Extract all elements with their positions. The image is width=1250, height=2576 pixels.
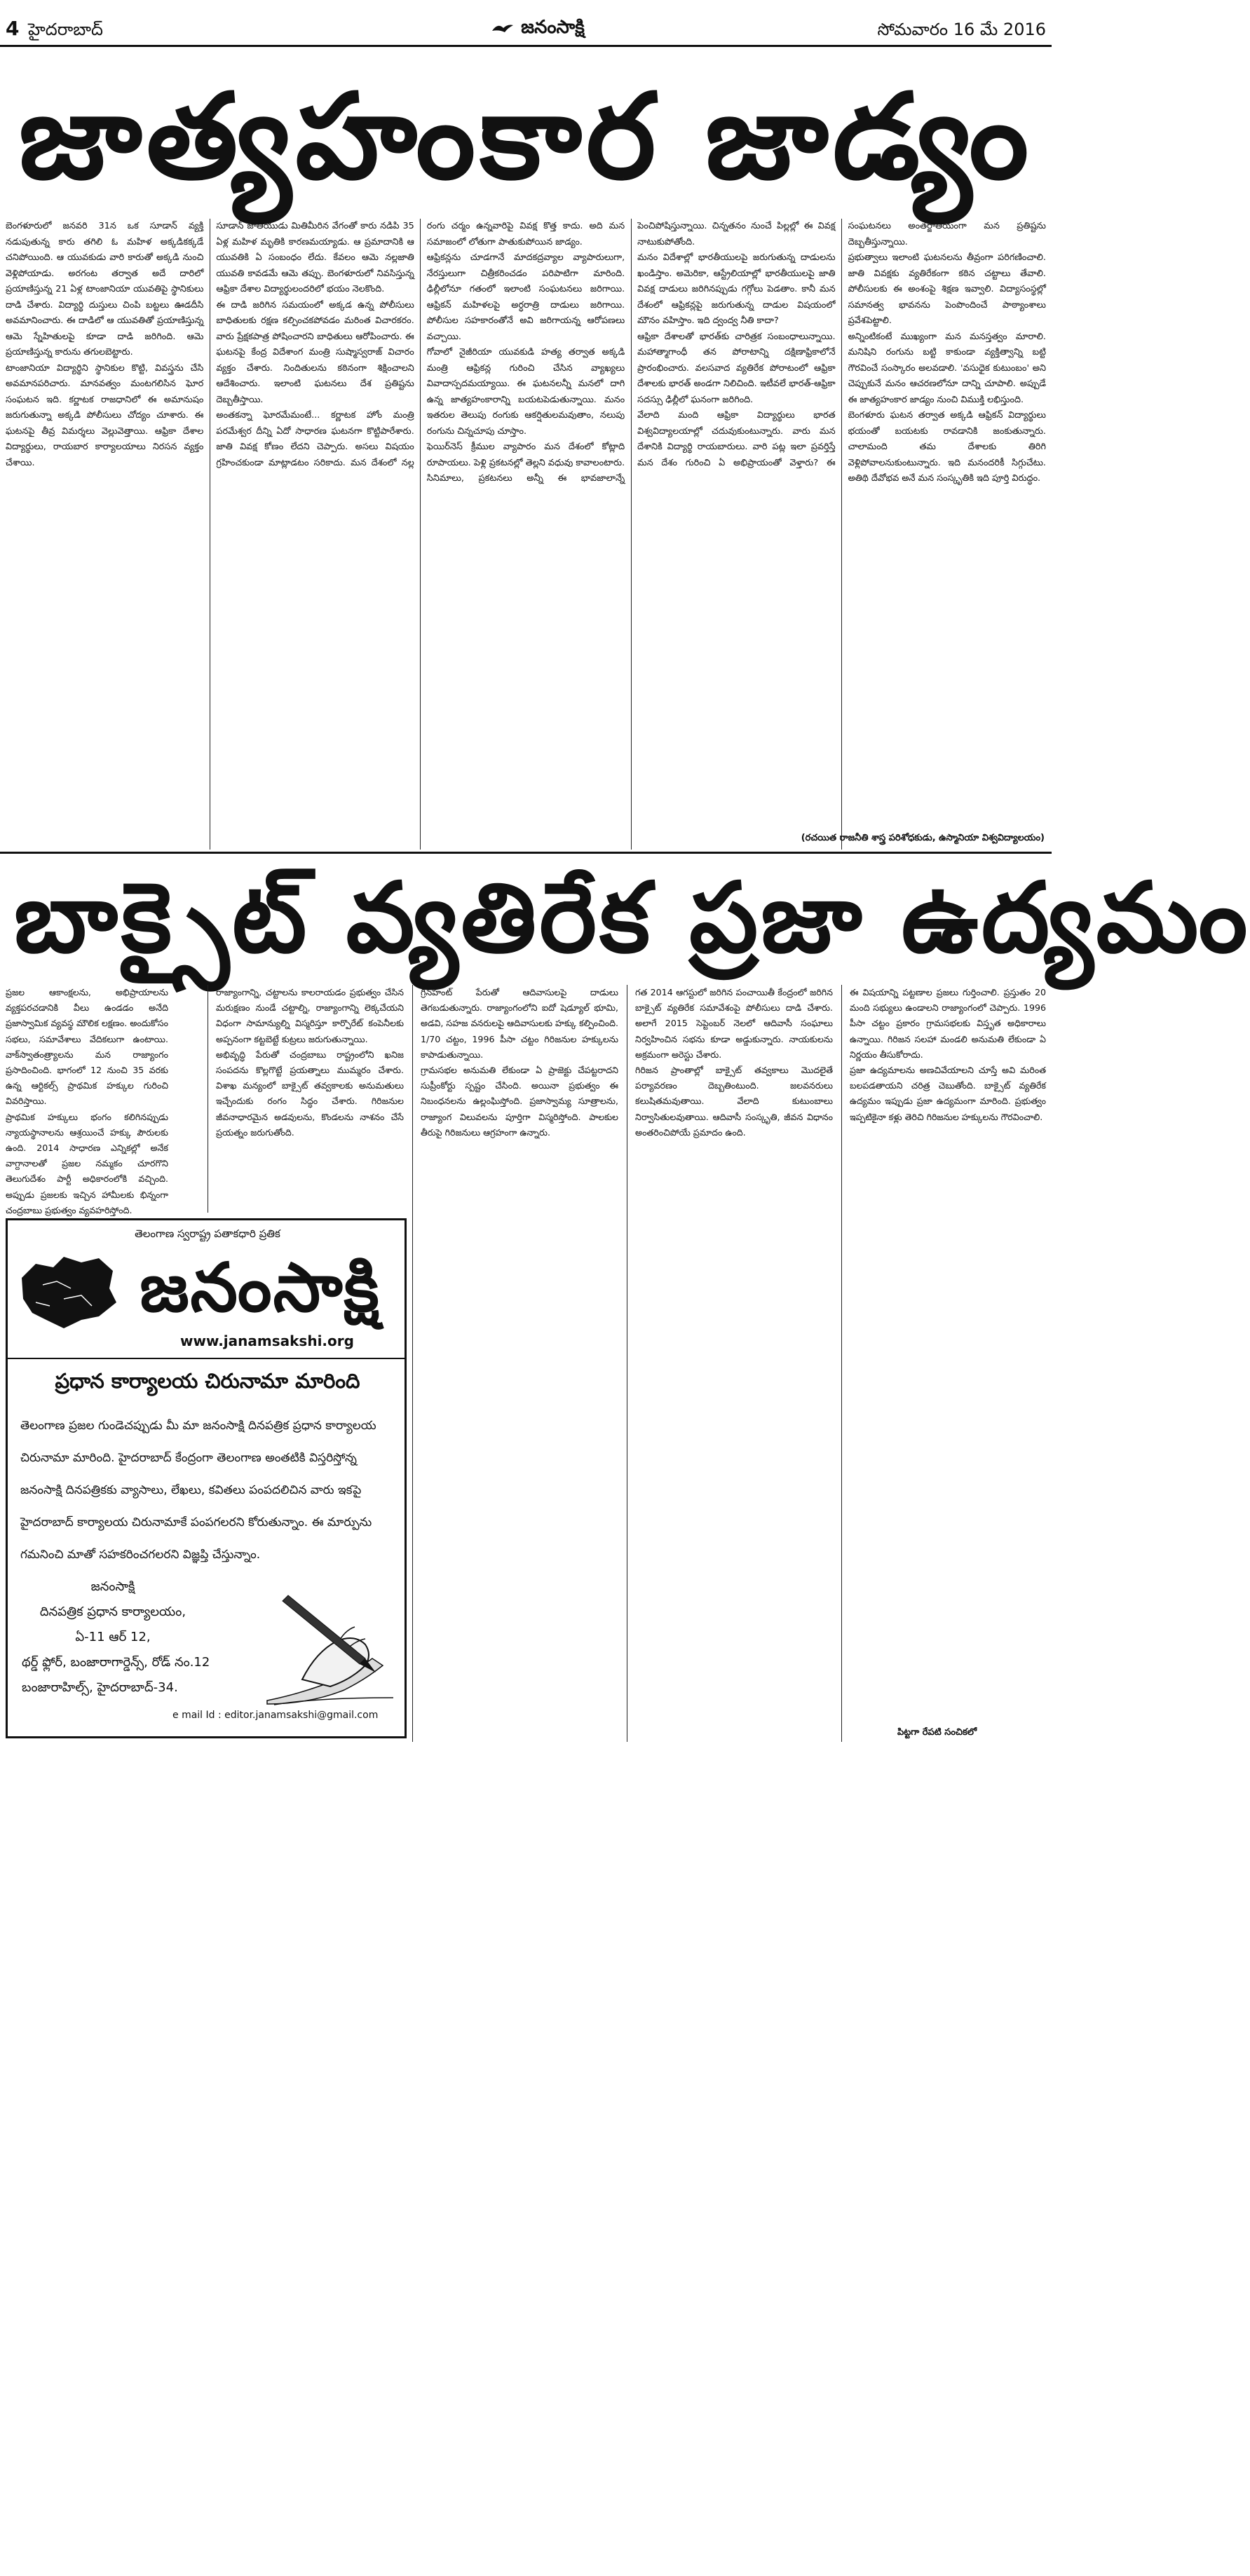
headline-secondary: బాక్సైట్ వ్యతిరేక ప్రజా ఉద్యమం: [14, 861, 1250, 974]
issue-date: సోమవారం 16 మే 2016: [877, 20, 1046, 39]
notice-line: చిరునామా మారింది. హైదరాబాద్ కేంద్రంగా తెలంగాణ అంతటికి విస్తరిస్తోన్న: [20, 1451, 357, 1465]
contact-email[interactable]: e mail Id : editor.janamsakshi@gmail.com: [172, 1710, 379, 1721]
masthead: [491, 17, 585, 42]
notice-line: తెలంగాణ ప్రజల గుండెచప్పుడు మీ మా జనంసాక్షి దినపత్రిక ప్రధాన కార్యాలయ: [20, 1419, 376, 1433]
page-header: [0, 13, 1052, 46]
address-area: బంజారాహిల్స్, హైదరాబాద్-34.: [22, 1680, 178, 1695]
notice-line: జనంసాక్షి దినపత్రికకు వ్యాసాలు, లేఖలు, కవితలు పంపదలిచిన వారు ఇకపై: [20, 1483, 362, 1497]
masthead-title: జనంసాక్షి: [521, 17, 585, 38]
article-2-column-5: [850, 985, 1046, 1714]
notice-line: గమనించి మాతో సహకరించగలరని విజ్ఞప్తి చేస్తున్నాం.: [20, 1548, 261, 1562]
article-paragraph: గోవాలో నైజీరియా యువకుడి హత్య తర్వాత అక్కడి మంత్రి ఆఫ్రికన్ల గురించి చేసిన వ్యాఖ్యలు వివాదాస్పదమయ్యాయి. ఈ ఘటనలన్నీ మనలో దాగి ఉన్న జాత్యహంకారాన్ని బయటపెడుతున్నాయి. మనం ఇతరుల తెలుపు రంగుకు ఆకర్షితులమవుతాం, నలుపు రంగును చిన్నచూపు చూస్తాం.: [426, 347, 625, 437]
article-paragraph: గత 2014 ఆగస్టులో జరిగిన పంచాయితీ కేంద్రంలో జరిగిన బాక్సైట్ వ్యతిరేక సమావేశంపై పోలీసులు దాడి చేశారు. అలాగే 2015 సెప్టెంబర్ నెలలో ఆదివాసీ సంఘాలు నిర్వహించిన సభను కూడా అడ్డుకున్నారు. నాయకులను అక్రమంగా అరెస్టు చేశారు.: [635, 987, 833, 1060]
notice-divider: [8, 1358, 405, 1359]
website-link[interactable]: www.janamsakshi.org: [180, 1333, 354, 1349]
article-paragraph: టాంజానియా విద్యార్థిని స్థానికుల కొట్టి, వివస్త్రను చేసి అవమానపరిచారు. మానవత్వం మంటగలిసిన ఘోర సంఘటన ఇది. కర్ణాటక రాజధానిలో ఈ అమానుషం జరుగుతున్నా అక్కడి పోలీసులు చోద్యం చూశారు. ఈ ఘటనపై తీవ్ర విమర్శలు వెల్లువెత్తాయి. ఆఫ్రికా దేశాల విద్యార్థులు, రాయబార కార్యాలయాలు నిరసన వ్యక్తం చేశాయి.: [6, 362, 204, 468]
article-paragraph: అంతకన్నా ఘోరమేమంటే... కర్ణాటక హోం మంత్రి పరమేశ్వర దీన్ని ఏదో సాధారణ ఘటనగా కొట్టిపారేశారు. జాతి వివక్ష కోణం లేదని చెప్పారు. అసలు విషయం గ్రహించకుండా మాట్లాడటం సరికాదు. మన దేశంలో నల్ల రంగు చర్మం ఉన్నవారిపై వివక్ష కొత్త కాదు. అది మన సమాజంలో లోతుగా పాతుకుపోయిన జాడ్యం.: [216, 221, 625, 468]
page-number: 4: [6, 17, 20, 40]
headline-main: జాత్యహంకార జాడ్యం: [18, 68, 1033, 205]
article-paragraph: ఈ దాడి జరిగిన సమయంలో అక్కడ ఉన్న పోలీసులు బాధితులకు రక్షణ కల్పించకపోవడం మరింత విచారకరం. వారు ప్రేక్షకపాత్ర పోషించారని బాధితులు ఆరోపించారు. ఈ ఘటనపై కేంద్ర విదేశాంగ మంత్రి సుష్మాస్వరాజ్ విచారం వ్యక్తం చేశారు. నిందితులను కఠినంగా శిక్షించాలని ఆదేశించారు. ఇలాంటి ఘటనలు దేశ ప్రతిష్టను దెబ్బతీస్తాయి.: [216, 299, 414, 405]
office-address-notice: [6, 1218, 407, 1738]
article-paragraph: గిరిజన ప్రాంతాల్లో బాక్సైట్ తవ్వకాలు మొదలైతే పర్యావరణం దెబ్బతింటుంది. జలవనరులు కలుషితమవుతాయి. వేలాది కుటుంబాలు నిర్వాసితులవుతాయి. ఆదివాసీ సంస్కృతి, జీవన విధానం అంతరించిపోయే ప్రమాదం ఉంది.: [635, 1065, 833, 1138]
article-paragraph: అన్నింటికంటే ముఖ్యంగా మన మనస్తత్వం మారాలి. మనిషిని రంగును బట్టి కాకుండా వ్యక్తిత్వాన్ని బట్టి గౌరవించే సంస్కారం అలవడాలి. 'వసుధైక కుటుంబం' అని చెప్పుకునే మనం ఆచరణలోనూ దాన్ని చూపాలి. అప్పుడే ఈ జాత్యహంకార జాడ్యం నుంచి విముక్తి లభిస్తుంది.: [848, 331, 1046, 405]
notice-message: [20, 1410, 399, 1571]
article-paragraph: సూడాన్ జాతీయుడు మితిమీరిన వేగంతో కారు నడిపి 35 ఏళ్ల మహిళ మృతికి కారణమయ్యాడు. ఆ ప్రమాదానికి ఆ యువతికి ఏ సంబంధం లేదు. కేవలం ఆమె నల్లజాతి యువతి కావడమే ఆమె తప్పు. బెంగళూరులో నివసిస్తున్న ఆఫ్రికా దేశాల విద్యార్థులందరిలో భయం నెలకొంది.: [216, 221, 414, 294]
janamsakshi-logo: జనంసాక్షి: [140, 1248, 381, 1327]
article-paragraph: గ్రామసభల అనుమతి లేకుండా ఏ ప్రాజెక్టు చేపట్టరాదని సుప్రీంకోర్టు స్పష్టం చేసింది. అయినా ప్రభుత్వం ఈ నిబంధనలను ఉల్లంఘిస్తోంది. ప్రజాస్వామ్య సూత్రాలను, రాజ్యాంగ విలువలను పూర్తిగా విస్మరిస్తోంది. పాలకుల తీరుపై గిరిజనులు ఆగ్రహంగా ఉన్నారు.: [421, 1065, 618, 1138]
article-paragraph: ప్రజా ఉద్యమాలను అణచివేయాలని చూస్తే అవి మరింత బలపడతాయని చరిత్ర చెబుతోంది. బాక్సైట్ వ్యతిరేక ఉద్యమం ఇప్పుడు ప్రజా ఉద్యమంగా మారింది. ప్రభుత్వం ఇప్పటికైనా కళ్లు తెరిచి గిరిజనుల హక్కులను గౌరవించాలి.: [850, 1065, 1046, 1122]
section-divider: [0, 852, 1052, 854]
article-paragraph: గ్రీన్‌హంట్ పేరుతో ఆదివాసులపై దాడులు తెగబడుతున్నారు. రాజ్యాంగంలోని ఐదో షెడ్యూల్ భూమి, అడవి, సహజ వనరులపై ఆదివాసులకు హక్కు కల్పించింది. 1/70 చట్టం, 1996 పీసా చట్టం గిరిజనుల హక్కులను కాపాడుతున్నాయి.: [421, 987, 618, 1060]
article-paragraph: వేలాది మంది ఆఫ్రికా విద్యార్థులు భారత విశ్వవిద్యాలయాల్లో చదువుకుంటున్నారు. వారు మన దేశానికి విద్యార్థి రాయబారులు. వారి పట్ల ఇలా ప్రవర్తిస్తే మన దేశం గురించి ఏ అభిప్రాయంతో వెళ్తారు? ఈ సంఘటనలు అంతర్జాతీయంగా మన ప్రతిష్టను దెబ్బతీస్తున్నాయి.: [637, 221, 1046, 468]
article-paragraph: ఫెయిర్‌నెస్ క్రీముల వ్యాపారం మన దేశంలో కోట్లాది రూపాయలు. పెళ్లి ప్రకటనల్లో తెల్లని వధువు కావాలంటారు. సినిమాలు, ప్రకటనలు అన్నీ ఈ భావజాలాన్నే పెంచిపోషిస్తున్నాయి. చిన్నతనం నుంచే పిల్లల్లో ఈ వివక్ష నాటుకుపోతోంది.: [426, 221, 836, 484]
article-paragraph: రాజ్యాంగాన్ని, చట్టాలను కాలరాయడం ప్రభుత్వం చేసిన మరుక్షణం నుండే చట్టాల్ని, రాజ్యాంగాన్ని లెక్కచేయని విధంగా సామాన్యుల్ని విస్మరిస్తూ కార్పొరేట్ కంపెనీలకు అప్పనంగా కట్టబెట్టే కుట్రలు జరుగుతున్నాయి.: [216, 987, 404, 1044]
edition-city: హైదరాబాద్: [28, 20, 103, 39]
article-paragraph: ప్రభుత్వాలు ఇలాంటి ఘటనలను తీవ్రంగా పరిగణించాలి. జాతి వివక్షకు వ్యతిరేకంగా కఠిన చట్టాలు తేవాలి. పోలీసులకు ఈ అంశంపై శిక్షణ ఇవ్వాలి. విద్యాసంస్థల్లో సమానత్వ భావనను పెంపొందించే పాఠ్యాంశాలు ప్రవేశపెట్టాలి.: [848, 252, 1046, 326]
article-2-column-1: [6, 985, 168, 1213]
address-office: దినపత్రిక ప్రధాన కార్యాలయం,: [39, 1604, 186, 1619]
bird-logo-icon: [491, 21, 515, 35]
office-address: [22, 1574, 253, 1701]
article-2-column-3: [421, 985, 618, 1728]
notice-title: ప్రధాన కార్యాలయ చిరునామా మారింది: [55, 1369, 360, 1393]
address-street: థర్డ్ ఫ్లోర్, బంజారాగార్డెన్స్, రోడ్ నం.12: [22, 1655, 210, 1670]
notice-line: హైదరాబాద్ కార్యాలయ చిరునామాకే పంపగలరని కోరుతున్నాం. ఈ మార్పును: [20, 1515, 372, 1529]
article-body: [6, 219, 1046, 850]
hand-with-pen-icon: [260, 1574, 400, 1708]
article-2-column-4: [635, 985, 833, 1728]
column-divider: [412, 985, 413, 1742]
article-paragraph: అభివృద్ధి పేరుతో చంద్రబాబు రాష్ట్రంలోని ఖనిజ సంపదను కొల్లగొట్టే ప్రయత్నాలు ముమ్మరం చేశారు. విశాఖ మన్యంలో బాక్సైట్ తవ్వకాలకు అనుమతులు ఇచ్చేందుకు రంగం సిద్ధం చేశారు. గిరిజనుల జీవనాధారమైన అడవులను, కొండలను నాశనం చేసే ప్రయత్నం జరుగుతోంది.: [216, 1049, 404, 1138]
article-paragraph: ప్రాథమిక హక్కులు భంగం కలిగినప్పుడు న్యాయస్థానాలను ఆశ్రయించే హక్కు పౌరులకు ఉంది. 2014 సాధారణ ఎన్నికల్లో అనేక వాగ్దానాలతో ప్రజల నమ్మకం చూరగొని తెలుగుదేశం పార్టీ అధికారంలోకి వచ్చింది. అప్పుడు ప్రజలకు ఇచ్చిన హామీలకు భిన్నంగా చంద్రబాబు ప్రభుత్వం వ్యవహరిస్తోంది.: [6, 1111, 168, 1215]
article-paragraph: ప్రజల ఆకాంక్షలను, అభిప్రాయాలను వ్యక్తపరచడానికి వీలు ఉండడం అనేది ప్రజాస్వామిక వ్యవస్థ మౌలిక లక్షణం. అందుకోసం సభలు, సమావేశాలు వేదికలుగా ఉంటాయి. వాక్‌స్వాతంత్ర్యాలను మన రాజ్యాంగం ప్రసాదించింది. భాగంలో 12 నుంచి 35 వరకు ఉన్న ఆర్టికల్స్ ప్రాథమిక హక్కుల గురించి వివరిస్తాయి.: [6, 987, 168, 1107]
address-door: ఏ-11 ఆర్ 12,: [75, 1630, 151, 1644]
article-paragraph: మనం విదేశాల్లో భారతీయులపై జరుగుతున్న దాడులను ఖండిస్తాం. అమెరికా, ఆస్ట్రేలియాల్లో భారతీయులపై జాతి వివక్ష దాడులు జరిగినప్పుడు గగ్గోలు పెడతాం. కానీ మన దేశంలో ఆఫ్రికన్లపై జరుగుతున్న దాడుల విషయంలో మౌనం వహిస్తాం. ఇది ద్వంద్వ నీతి కాదా?: [637, 252, 836, 326]
article-2-column-2: [216, 985, 404, 1213]
article-paragraph: బెంగళూరు ఘటన తర్వాత అక్కడి ఆఫ్రికన్ విద్యార్థులు భయంతో బయటకు రావడానికి జంకుతున్నారు. చాలామంది తమ దేశాలకు తిరిగి వెళ్లిపోవాలనుకుంటున్నారు. ఇది మనందరికీ సిగ్గుచేటు. అతిథి దేవోభవ అనే మన సంస్కృతికి ఇది పూర్తి విరుద్ధం.: [848, 410, 1046, 484]
continued-note: పిట్టగా రేపటి సంచికలో: [897, 1727, 977, 1738]
article-paragraph: ఈ విషయాన్ని పట్టణాల ప్రజలు గుర్తించాలి. ప్రస్తుతం 20 మంది సభ్యులు ఉండాలని రాజ్యాంగంలో చెప్పారు. 1996 పీసా చట్టం ప్రకారం గ్రామసభలకు విస్తృత అధికారాలు ఉన్నాయి. గిరిజన సలహా మండలి అనుమతి లేకుండా ఏ నిర్ణయం తీసుకోరాదు.: [850, 987, 1046, 1060]
header-divider: [0, 45, 1052, 47]
address-name: జనంసాక్షి: [90, 1579, 135, 1594]
article-paragraph: బెంగళూరులో జనవరి 31న ఒక సూడాన్ వ్యక్తి నడుపుతున్న కారు తగిలి ఓ మహిళ అక్కడికక్కడే చనిపోయింది. ఆ యువకుడు వారి కారుతో అక్కడి నుంచి వెళ్లిపోయాడు. అరగంట తర్వాత అదే దారిలో ప్రయాణిస్తున్న 21 ఏళ్ల టాంజానియా యువతిపై స్థానికులు దాడి చేశారు. విద్యార్థి దుస్తులు చింపి బట్టలు ఊడదీసి అవమానించారు. ఈ దాడిలో ఆ యువతితో ప్రయాణిస్తున్న ఆమె స్నేహితులపై కూడా దాడి జరిగింది. ఆమె ప్రయాణిస్తున్న కారును తగులబెట్టారు.: [6, 221, 204, 357]
author-byline: (రచయిత రాజనీతి శాస్త్ర పరిశోధకుడు, ఉస్మానియా విశ్వవిద్యాలయం): [801, 833, 1045, 843]
telangana-map-icon: [15, 1250, 120, 1334]
article-paragraph: ఆఫ్రికన్లను చూడగానే మాదకద్రవ్యాల వ్యాపారులుగా, నేరస్తులుగా చిత్రీకరించడం పరిపాటిగా మారింది. ఢిల్లీలోనూ గతంలో ఇలాంటి సంఘటనలు జరిగాయి. ఆఫ్రికన్ మహిళలపై అర్ధరాత్రి దాడులు జరిగాయి. పోలీసుల సహకారంతోనే అవి జరిగాయన్న ఆరోపణలు వచ్చాయి.: [426, 252, 625, 342]
notice-tagline: తెలంగాణ స్వరాష్ట్ర పతాకధారి ప్రతిక: [135, 1227, 280, 1240]
article-paragraph: ఆఫ్రికా దేశాలతో భారత్‌కు చారిత్రక సంబంధాలున్నాయి. మహాత్మాగాంధీ తన పోరాటాన్ని దక్షిణాఫ్రికాలోనే ప్రారంభించారు. వలసవాద వ్యతిరేక పోరాటంలో ఆఫ్రికా దేశాలకు భారత్ అండగా నిలిచింది. ఇటీవలే భారత్-ఆఫ్రికా సదస్సు ఢిల్లీలో ఘనంగా జరిగింది.: [637, 331, 836, 405]
column-divider: [841, 985, 842, 1742]
